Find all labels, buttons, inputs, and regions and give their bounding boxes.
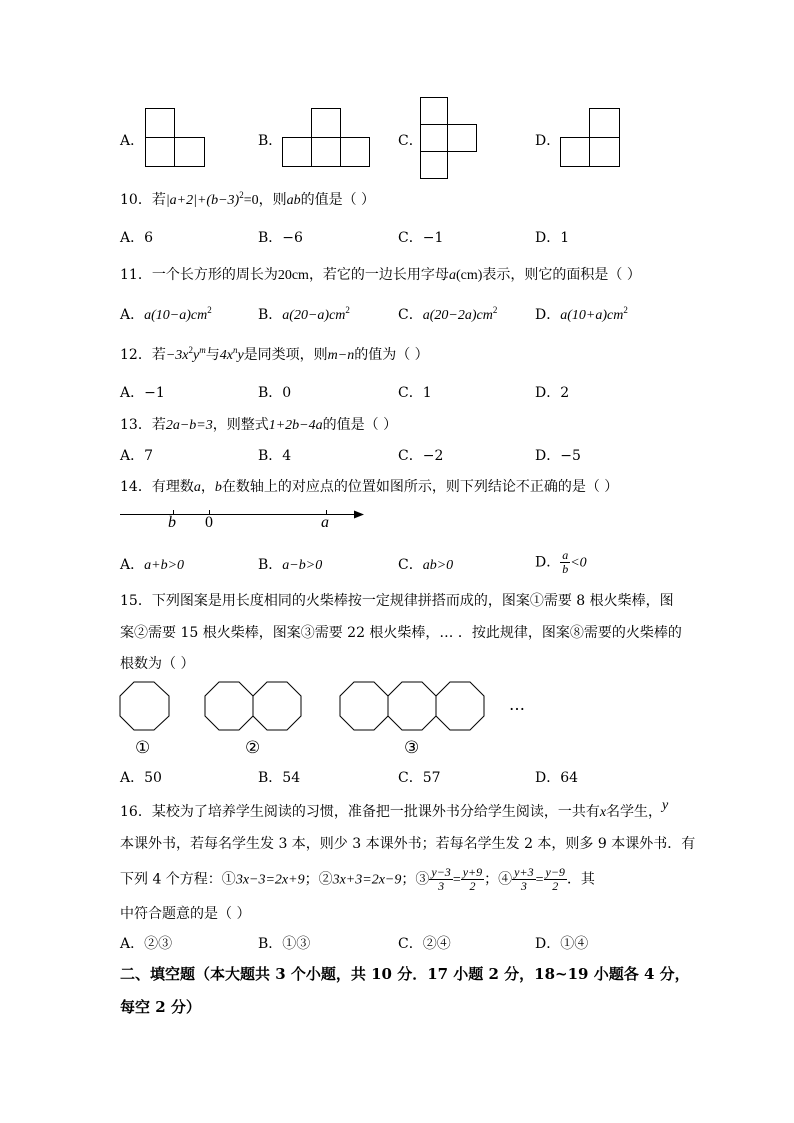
- q11-option-c-label: C．: [398, 307, 423, 323]
- fraction-denominator: 2: [552, 879, 559, 893]
- q13-stem: [120, 416, 397, 435]
- q9-option-b-label[interactable]: B．: [258, 133, 283, 149]
- q9-option-b-net[interactable]: [282, 108, 372, 168]
- q16-sep-1: ；②: [304, 871, 333, 888]
- q13-option-b[interactable]: B．4: [258, 448, 292, 464]
- octagon-shape: [340, 682, 388, 730]
- q14-axis-label-0: 0: [205, 514, 213, 531]
- q14-option-b[interactable]: [258, 556, 322, 575]
- q13-expression: 1+2b−4a: [268, 418, 323, 433]
- q13-stem-a: 13．若: [120, 417, 166, 433]
- q16-option-a[interactable]: A．②③: [120, 936, 173, 952]
- fraction-denominator: 3: [520, 879, 527, 893]
- q14-stem-a: 14．有理数: [120, 479, 194, 495]
- octagon-shape: [388, 682, 436, 730]
- q11-option-b-label: B．: [258, 307, 283, 323]
- q12-option-d[interactable]: D．2: [535, 385, 570, 401]
- q16-eq4-equals: =: [535, 872, 544, 888]
- q12-term2-x: 4x: [219, 348, 233, 363]
- q16-eq4-left-fraction: [512, 866, 535, 893]
- q14-option-d-label: D．: [535, 554, 561, 571]
- q11-var-a: a: [448, 268, 456, 283]
- q16-var-y: y: [662, 798, 669, 813]
- q15-figure-label-1: ①: [135, 738, 151, 758]
- q16-var-x: x: [599, 805, 607, 820]
- octagon-shape: [253, 682, 301, 730]
- q15-stem-line3: 根数为（ ）: [120, 656, 195, 672]
- q14-stem-c: ，: [200, 479, 215, 495]
- fraction-numerator: y−9: [545, 865, 565, 879]
- q14-option-b-math: a−b>0: [282, 558, 323, 573]
- fraction-denominator: b: [562, 562, 569, 576]
- q12-stem-d: 与: [205, 347, 220, 363]
- q16-eq3-left-fraction: [429, 866, 452, 893]
- q15-option-d[interactable]: D．64: [535, 770, 579, 786]
- q14-stem-e: 在数轴上的对应点的位置如图所示，则下列结论不正确的是（ ）: [221, 479, 619, 495]
- fraction-denominator: 2: [469, 879, 476, 893]
- q15-option-c[interactable]: C．57: [398, 770, 441, 786]
- fraction-numerator: y−3: [431, 865, 451, 879]
- q16-stem-line4: 中符合题意的是（ ）: [120, 906, 251, 922]
- section2-heading-line1: 二、填空题（本大题共 3 个小题，共 10 分．17 小题 2 分，18~19 小题各 4 分，: [120, 965, 690, 983]
- q15-ellipsis: …: [509, 695, 525, 714]
- q15-stem-line1: 15．下列图案是用长度相同的火柴棒按一定规律拼搭而成的，图案①需要 8 根火柴棒，图: [120, 593, 674, 609]
- q11-stem-a: 11．一个长方形的周长为: [120, 267, 278, 283]
- q11-option-a-label: A．: [120, 307, 145, 323]
- q10-stem-mid: ，则: [258, 192, 287, 208]
- q15-octagon-patterns: [118, 680, 498, 732]
- octagon-shape: [205, 682, 253, 730]
- q12-stem: [120, 346, 429, 365]
- q10-exponent: 2: [239, 190, 244, 200]
- q14-option-c-math: ab>0: [422, 558, 454, 573]
- q9-option-d-net[interactable]: [560, 108, 622, 168]
- q14-option-c[interactable]: [398, 556, 453, 575]
- q15-figure-label-2: ②: [245, 738, 261, 758]
- q10-stem: [120, 191, 375, 210]
- q16-stem-line2: 本课外书，若每名学生发 3 本，则少 3 本课外书；若每名学生发 2 本，则多 9 本课外书．有: [120, 836, 696, 852]
- q12-option-c[interactable]: C．1: [398, 385, 432, 401]
- q16-equation-1: 3x−3=2x+9: [235, 872, 305, 888]
- q12-term1-y: y: [193, 348, 200, 363]
- number-line-arrow-icon: [354, 511, 364, 519]
- q16-eq3-right-fraction: [461, 866, 484, 893]
- q14-option-a-label: A．: [120, 557, 145, 573]
- fraction-numerator: y+9: [462, 865, 483, 879]
- q16-stem-line3: [120, 866, 595, 894]
- q14-stem: [120, 478, 618, 497]
- q16-option-b[interactable]: B．①③: [258, 936, 311, 952]
- q10-stem-prefix: 10．若: [120, 192, 166, 208]
- q16-line3-a: 下列 4 个方程：①: [120, 871, 236, 888]
- section2-heading-line2: 每空 2 分）: [120, 998, 201, 1016]
- q12-term1-y-exp: m: [199, 345, 206, 355]
- fraction-numerator: y+3: [514, 865, 534, 879]
- q10-option-a[interactable]: A．6: [120, 230, 154, 246]
- q11-stem-f: 表示，则它的面积是（ ）: [482, 267, 641, 283]
- q11-option-c[interactable]: [398, 306, 497, 325]
- q11-unit: (cm): [455, 268, 483, 283]
- q12-m-minus-n: m−n: [327, 348, 355, 363]
- q15-figure-label-3: ③: [404, 738, 420, 758]
- q16-line3-end: ．其: [566, 871, 595, 888]
- q10-option-d[interactable]: D．1: [535, 230, 570, 246]
- q9-option-c-net[interactable]: [420, 97, 480, 181]
- fraction-denominator: 3: [438, 879, 445, 893]
- q13-condition: 2a−b=3: [165, 418, 213, 433]
- q11-stem: [120, 266, 641, 285]
- q10-var-ab: ab: [286, 193, 301, 208]
- q16-option-d[interactable]: D．①④: [535, 936, 589, 952]
- q14-var-b: b: [214, 480, 222, 495]
- q10-expression: |a+2|+(b−3): [165, 193, 240, 208]
- q14-var-a: a: [193, 480, 201, 495]
- q16-sep-2: ；③: [401, 871, 430, 888]
- q11-option-a[interactable]: [120, 306, 212, 325]
- q14-option-a-math: a+b>0: [144, 558, 185, 573]
- q11-option-b[interactable]: [258, 306, 350, 325]
- q10-equals-zero: =0: [243, 193, 259, 208]
- q16-stem-line1: [120, 798, 669, 822]
- q13-stem-c: ，则整式: [212, 417, 269, 433]
- q11-stem-c: ，若它的一边长用字母: [308, 267, 449, 283]
- q9-option-a-net[interactable]: [145, 108, 207, 168]
- q11-option-d-math: a(10+a)cm: [560, 308, 624, 323]
- q14-number-line: [120, 506, 370, 536]
- q12-option-a[interactable]: A．−1: [120, 385, 165, 401]
- q12-option-b[interactable]: B．0: [258, 385, 292, 401]
- q14-option-b-label: B．: [258, 557, 283, 573]
- q10-option-b[interactable]: B．−6: [258, 230, 303, 246]
- q13-option-d[interactable]: D．−5: [535, 448, 581, 464]
- q16-line1-a: 16．某校为了培养学生阅读的习惯，准备把一批课外书分给学生阅读，一共有: [120, 804, 600, 820]
- q11-option-a-math: a(10−a)cm: [144, 308, 208, 323]
- q10-stem-suffix: 的值是（ ）: [300, 192, 376, 208]
- q14-axis-label-a: a: [321, 514, 329, 531]
- q16-eq3-equals: =: [452, 872, 461, 888]
- q14-option-c-label: C．: [398, 557, 423, 573]
- q14-option-d[interactable]: [535, 549, 587, 576]
- q16-line1-b: 名学生，: [606, 804, 663, 820]
- q13-option-c[interactable]: C．−2: [398, 448, 444, 464]
- q14-axis-label-b: b: [168, 514, 176, 531]
- q12-term2-x-exp: n: [232, 345, 238, 355]
- q14-option-a[interactable]: [120, 556, 184, 575]
- q13-stem-e: 的值是（ ）: [322, 417, 398, 433]
- q9-option-a-label[interactable]: A．: [120, 133, 145, 149]
- q12-stem-g: 是同类项，则: [243, 347, 328, 363]
- q11-perimeter: 20cm: [277, 268, 309, 283]
- q11-option-c-exp: 2: [492, 305, 498, 315]
- q16-equation-2: 3x+3=2x−9: [332, 872, 402, 888]
- q15-option-a[interactable]: A．50: [120, 770, 162, 786]
- q14-option-d-fraction: [560, 549, 570, 576]
- q9-option-d-label[interactable]: D．: [535, 133, 561, 149]
- q11-option-d-exp: 2: [623, 305, 628, 315]
- q16-option-c[interactable]: C．②④: [398, 936, 451, 952]
- fraction-numerator: a: [562, 548, 569, 562]
- q12-term1-x: −3x: [165, 348, 189, 363]
- q10-option-c[interactable]: C．−1: [398, 230, 444, 246]
- q16-sep-3: ；④: [484, 871, 513, 888]
- q11-option-d-label: D．: [535, 307, 561, 323]
- octagon-shape: [436, 682, 484, 730]
- q9-option-c-label[interactable]: C．: [398, 133, 423, 149]
- q11-option-b-math: a(20−a)cm: [282, 308, 346, 323]
- q11-option-a-exp: 2: [207, 305, 212, 315]
- octagon-shape: [120, 682, 169, 730]
- q15-stem-line2: 案②需要 15 根火柴棒，图案③需要 22 根火柴棒，… ．按此规律，图案⑧需要的火柴棒的: [120, 625, 682, 641]
- q15-option-b[interactable]: B．54: [258, 770, 301, 786]
- q12-term2-y: y: [237, 348, 244, 363]
- q11-option-d[interactable]: [535, 306, 628, 325]
- q11-option-c-math: a(20−2a)cm: [422, 308, 493, 323]
- q12-stem-a: 12．若: [120, 347, 166, 363]
- q13-option-a[interactable]: A．7: [120, 448, 154, 464]
- q14-option-d-math: <0: [570, 555, 587, 571]
- q11-option-b-exp: 2: [345, 305, 350, 315]
- q16-eq4-right-fraction: [544, 866, 567, 893]
- q12-term1-x-exp: 2: [188, 345, 193, 355]
- q12-stem-i: 的值为（ ）: [354, 347, 429, 363]
